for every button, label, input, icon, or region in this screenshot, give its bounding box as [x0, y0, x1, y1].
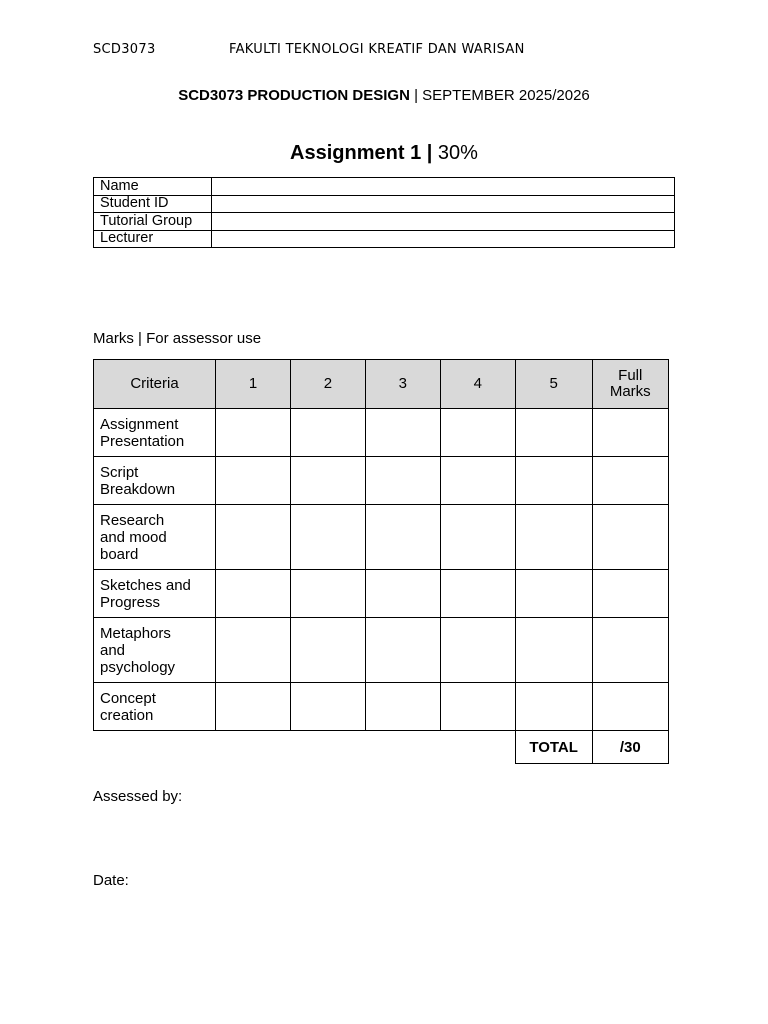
- marks-table: [93, 359, 669, 764]
- course-name: SCD3073 PRODUCTION DESIGN: [178, 87, 410, 104]
- criteria-label: Sketches and Progress: [94, 570, 216, 618]
- course-separator: |: [409, 87, 423, 104]
- criteria-row: [94, 505, 669, 570]
- criteria-label: Research and mood board: [94, 505, 216, 570]
- total-label: TOTAL: [515, 731, 592, 764]
- score-cell[interactable]: [365, 618, 440, 683]
- info-label: Student ID: [94, 195, 212, 213]
- score-cell[interactable]: [515, 570, 592, 618]
- score-cell[interactable]: [216, 457, 291, 505]
- criteria-label: Script Breakdown: [94, 457, 216, 505]
- score-cell[interactable]: [365, 505, 440, 570]
- full-marks-cell[interactable]: [592, 570, 668, 618]
- score-cell[interactable]: [216, 570, 291, 618]
- score-cell[interactable]: [515, 457, 592, 505]
- score-cell[interactable]: [216, 505, 291, 570]
- score-cell[interactable]: [440, 457, 515, 505]
- header-course-code: SCD3073: [93, 42, 156, 57]
- header-score-3: 3: [365, 360, 440, 409]
- info-row-name: [94, 178, 675, 196]
- score-cell[interactable]: [365, 683, 440, 731]
- student-info-table: [93, 177, 675, 248]
- score-cell[interactable]: [365, 457, 440, 505]
- score-cell[interactable]: [290, 570, 365, 618]
- criteria-label: Concept creation: [94, 683, 216, 731]
- info-row-student-id: [94, 195, 675, 213]
- assessed-by-label: Assessed by:: [93, 788, 183, 805]
- full-marks-cell[interactable]: [592, 683, 668, 731]
- score-cell[interactable]: [440, 570, 515, 618]
- criteria-label: Assignment Presentation: [94, 409, 216, 457]
- score-cell[interactable]: [365, 409, 440, 457]
- score-cell[interactable]: [216, 683, 291, 731]
- score-cell[interactable]: [216, 409, 291, 457]
- score-cell[interactable]: [290, 457, 365, 505]
- criteria-row: [94, 570, 669, 618]
- score-cell[interactable]: [290, 409, 365, 457]
- marks-caption: Marks | For assessor use: [93, 330, 262, 347]
- criteria-row: [94, 457, 669, 505]
- total-row: [94, 731, 669, 764]
- info-value-field[interactable]: [212, 230, 675, 248]
- full-marks-cell[interactable]: [592, 409, 668, 457]
- full-marks-cell[interactable]: [592, 618, 668, 683]
- marks-header-row: [94, 360, 669, 409]
- criteria-row: [94, 618, 669, 683]
- info-row-lecturer: [94, 230, 675, 248]
- course-title-line: [0, 87, 768, 104]
- info-row-tutorial-group: [94, 213, 675, 231]
- date-label: Date:: [93, 872, 129, 889]
- header-faculty: FAKULTI TEKNOLOGI KREATIF DAN WARISAN: [229, 42, 525, 57]
- score-cell[interactable]: [216, 618, 291, 683]
- header-score-5: 5: [515, 360, 592, 409]
- total-value: /30: [592, 731, 668, 764]
- score-cell[interactable]: [440, 618, 515, 683]
- header-criteria: Criteria: [94, 360, 216, 409]
- score-cell[interactable]: [365, 570, 440, 618]
- score-cell[interactable]: [290, 618, 365, 683]
- assignment-weight: 30%: [432, 142, 478, 164]
- info-label: Tutorial Group: [94, 213, 212, 231]
- total-row-spacer: [94, 731, 516, 764]
- info-label: Name: [94, 178, 212, 196]
- assignment-name: Assignment 1 |: [290, 142, 433, 164]
- full-marks-cell[interactable]: [592, 457, 668, 505]
- criteria-row: [94, 683, 669, 731]
- info-value-field[interactable]: [212, 213, 675, 231]
- info-value-field[interactable]: [212, 178, 675, 196]
- full-marks-cell[interactable]: [592, 505, 668, 570]
- score-cell[interactable]: [290, 683, 365, 731]
- score-cell[interactable]: [515, 505, 592, 570]
- course-session: SEPTEMBER 2025/2026: [422, 87, 590, 104]
- score-cell[interactable]: [440, 683, 515, 731]
- header-score-1: 1: [216, 360, 291, 409]
- score-cell[interactable]: [290, 505, 365, 570]
- header-score-4: 4: [440, 360, 515, 409]
- score-cell[interactable]: [440, 505, 515, 570]
- criteria-label: Metaphors and psychology: [94, 618, 216, 683]
- info-label: Lecturer: [94, 230, 212, 248]
- criteria-row: [94, 409, 669, 457]
- score-cell[interactable]: [515, 409, 592, 457]
- assignment-title: [0, 142, 768, 165]
- info-value-field[interactable]: [212, 195, 675, 213]
- score-cell[interactable]: [515, 618, 592, 683]
- score-cell[interactable]: [515, 683, 592, 731]
- score-cell[interactable]: [440, 409, 515, 457]
- header-full-marks: Full Marks: [592, 360, 668, 409]
- header-score-2: 2: [290, 360, 365, 409]
